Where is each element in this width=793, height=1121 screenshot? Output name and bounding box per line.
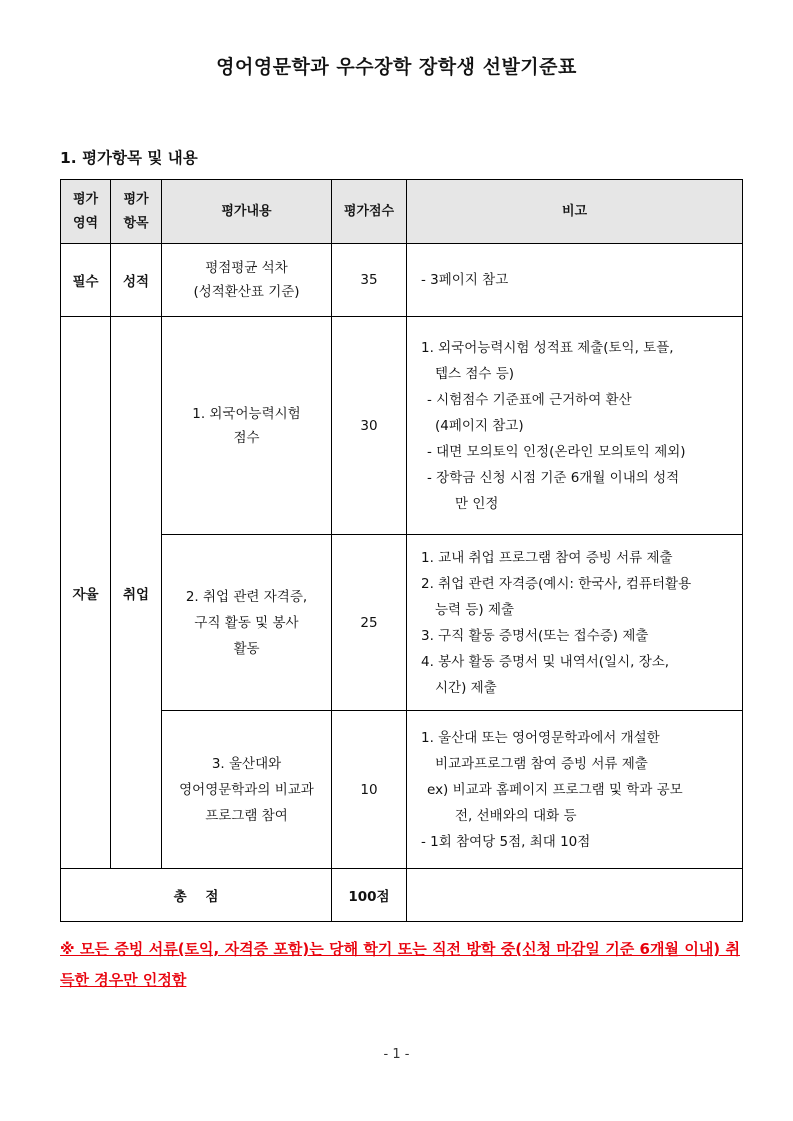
content-line: 구직 활동 및 봉사 <box>194 614 299 631</box>
area-required: 필수 <box>61 244 111 317</box>
content-line: 2. 취업 관련 자격증, <box>185 588 308 605</box>
remarks-grades <box>407 244 743 317</box>
section-heading: 1. 평가항목 및 내용 <box>60 149 198 167</box>
remark-line: 1. 교내 취업 프로그램 참여 증빙 서류 제출 <box>421 549 673 566</box>
remark-line: 텝스 점수 등) <box>435 365 515 382</box>
content-line: 프로그램 참여 <box>205 807 288 824</box>
remark-line: - 시험점수 기준표에 근거하여 환산 <box>427 391 632 408</box>
table-row <box>61 317 743 535</box>
header-score: 평가점수 <box>332 180 407 244</box>
header-area <box>61 180 111 244</box>
table-row <box>61 244 743 317</box>
score-extracurricular: 10 <box>332 711 407 869</box>
remark-line: - 1회 참여당 5점, 최대 10점 <box>421 833 591 850</box>
page-number: - 1 - <box>383 1047 410 1062</box>
table-row <box>61 535 743 711</box>
remarks-certificates <box>407 535 743 711</box>
content-line: 3. 울산대와 <box>211 755 282 772</box>
remark-line: ex) 비교과 홈페이지 프로그램 및 학과 공모 <box>427 781 683 798</box>
remark-line: 전, 선배와의 대화 등 <box>455 807 577 824</box>
remark-line: - 장학금 신청 시점 기준 6개월 이내의 성적 <box>427 469 680 486</box>
remark-line: 비교과프로그램 참여 증빙 서류 제출 <box>435 755 648 772</box>
criteria-table <box>60 179 743 922</box>
content-line: 영어영문학과의 비교과 <box>179 781 314 798</box>
remark-line: 2. 취업 관련 자격증(예시: 한국사, 컴퓨터활용 <box>421 575 692 592</box>
content-language-test <box>162 317 332 535</box>
content-grades <box>162 244 332 317</box>
content-certificates <box>162 535 332 711</box>
remark-line: 3. 구직 활동 증명서(또는 접수증) 제출 <box>421 627 649 644</box>
content-line: 평점평균 석차 <box>205 260 288 276</box>
remark-line: - 대면 모의토익 인정(온라인 모의토익 제외) <box>427 443 686 460</box>
content-line: (성적환산표 기준) <box>193 284 300 300</box>
header-area-line1: 평가 <box>72 191 99 207</box>
document-title: 영어영문학과 우수장학 장학생 선발기준표 <box>216 56 577 78</box>
score-certificates: 25 <box>332 535 407 711</box>
remarks-language-test <box>407 317 743 535</box>
total-remarks <box>407 869 743 922</box>
remark-line: (4페이지 참고) <box>435 417 524 434</box>
content-line: 활동 <box>233 640 260 657</box>
header-item-line2: 항목 <box>123 215 149 231</box>
remarks-extracurricular <box>407 711 743 869</box>
header-content: 평가내용 <box>162 180 332 244</box>
remark-line: 시간) 제출 <box>435 679 497 696</box>
header-remarks: 비고 <box>407 180 743 244</box>
remark-line: - 3페이지 참고 <box>421 272 509 288</box>
table-row <box>61 711 743 869</box>
header-item <box>111 180 162 244</box>
content-extracurricular <box>162 711 332 869</box>
table-header-row <box>61 180 743 244</box>
score-language-test: 30 <box>332 317 407 535</box>
remark-line: 만 인정 <box>455 495 499 512</box>
item-employment: 취업 <box>111 317 162 869</box>
total-label: 총 점 <box>61 869 332 922</box>
total-row <box>61 869 743 922</box>
total-score: 100점 <box>332 869 407 922</box>
header-area-line2: 영역 <box>72 215 99 231</box>
header-item-line1: 평가 <box>123 191 149 207</box>
remark-line: 1. 외국어능력시험 성적표 제출(토익, 토플, <box>421 339 674 356</box>
remark-line: 4. 봉사 활동 증명서 및 내역서(일시, 장소, <box>421 653 670 670</box>
area-optional: 자율 <box>61 317 111 869</box>
score-grades: 35 <box>332 244 407 317</box>
content-line: 1. 외국어능력시험 <box>192 405 301 422</box>
remark-line: 능력 등) 제출 <box>435 601 515 618</box>
notice-text: ※ 모든 증빙 서류(토익, 자격증 포함)는 당해 학기 또는 직전 방학 중(신청 마감일 기준 6개월 이내) 취득한 경우만 인정함 <box>60 940 740 989</box>
remark-line: 1. 울산대 또는 영어영문학과에서 개설한 <box>421 729 660 746</box>
item-grades: 성적 <box>111 244 162 317</box>
content-line: 점수 <box>233 429 260 446</box>
